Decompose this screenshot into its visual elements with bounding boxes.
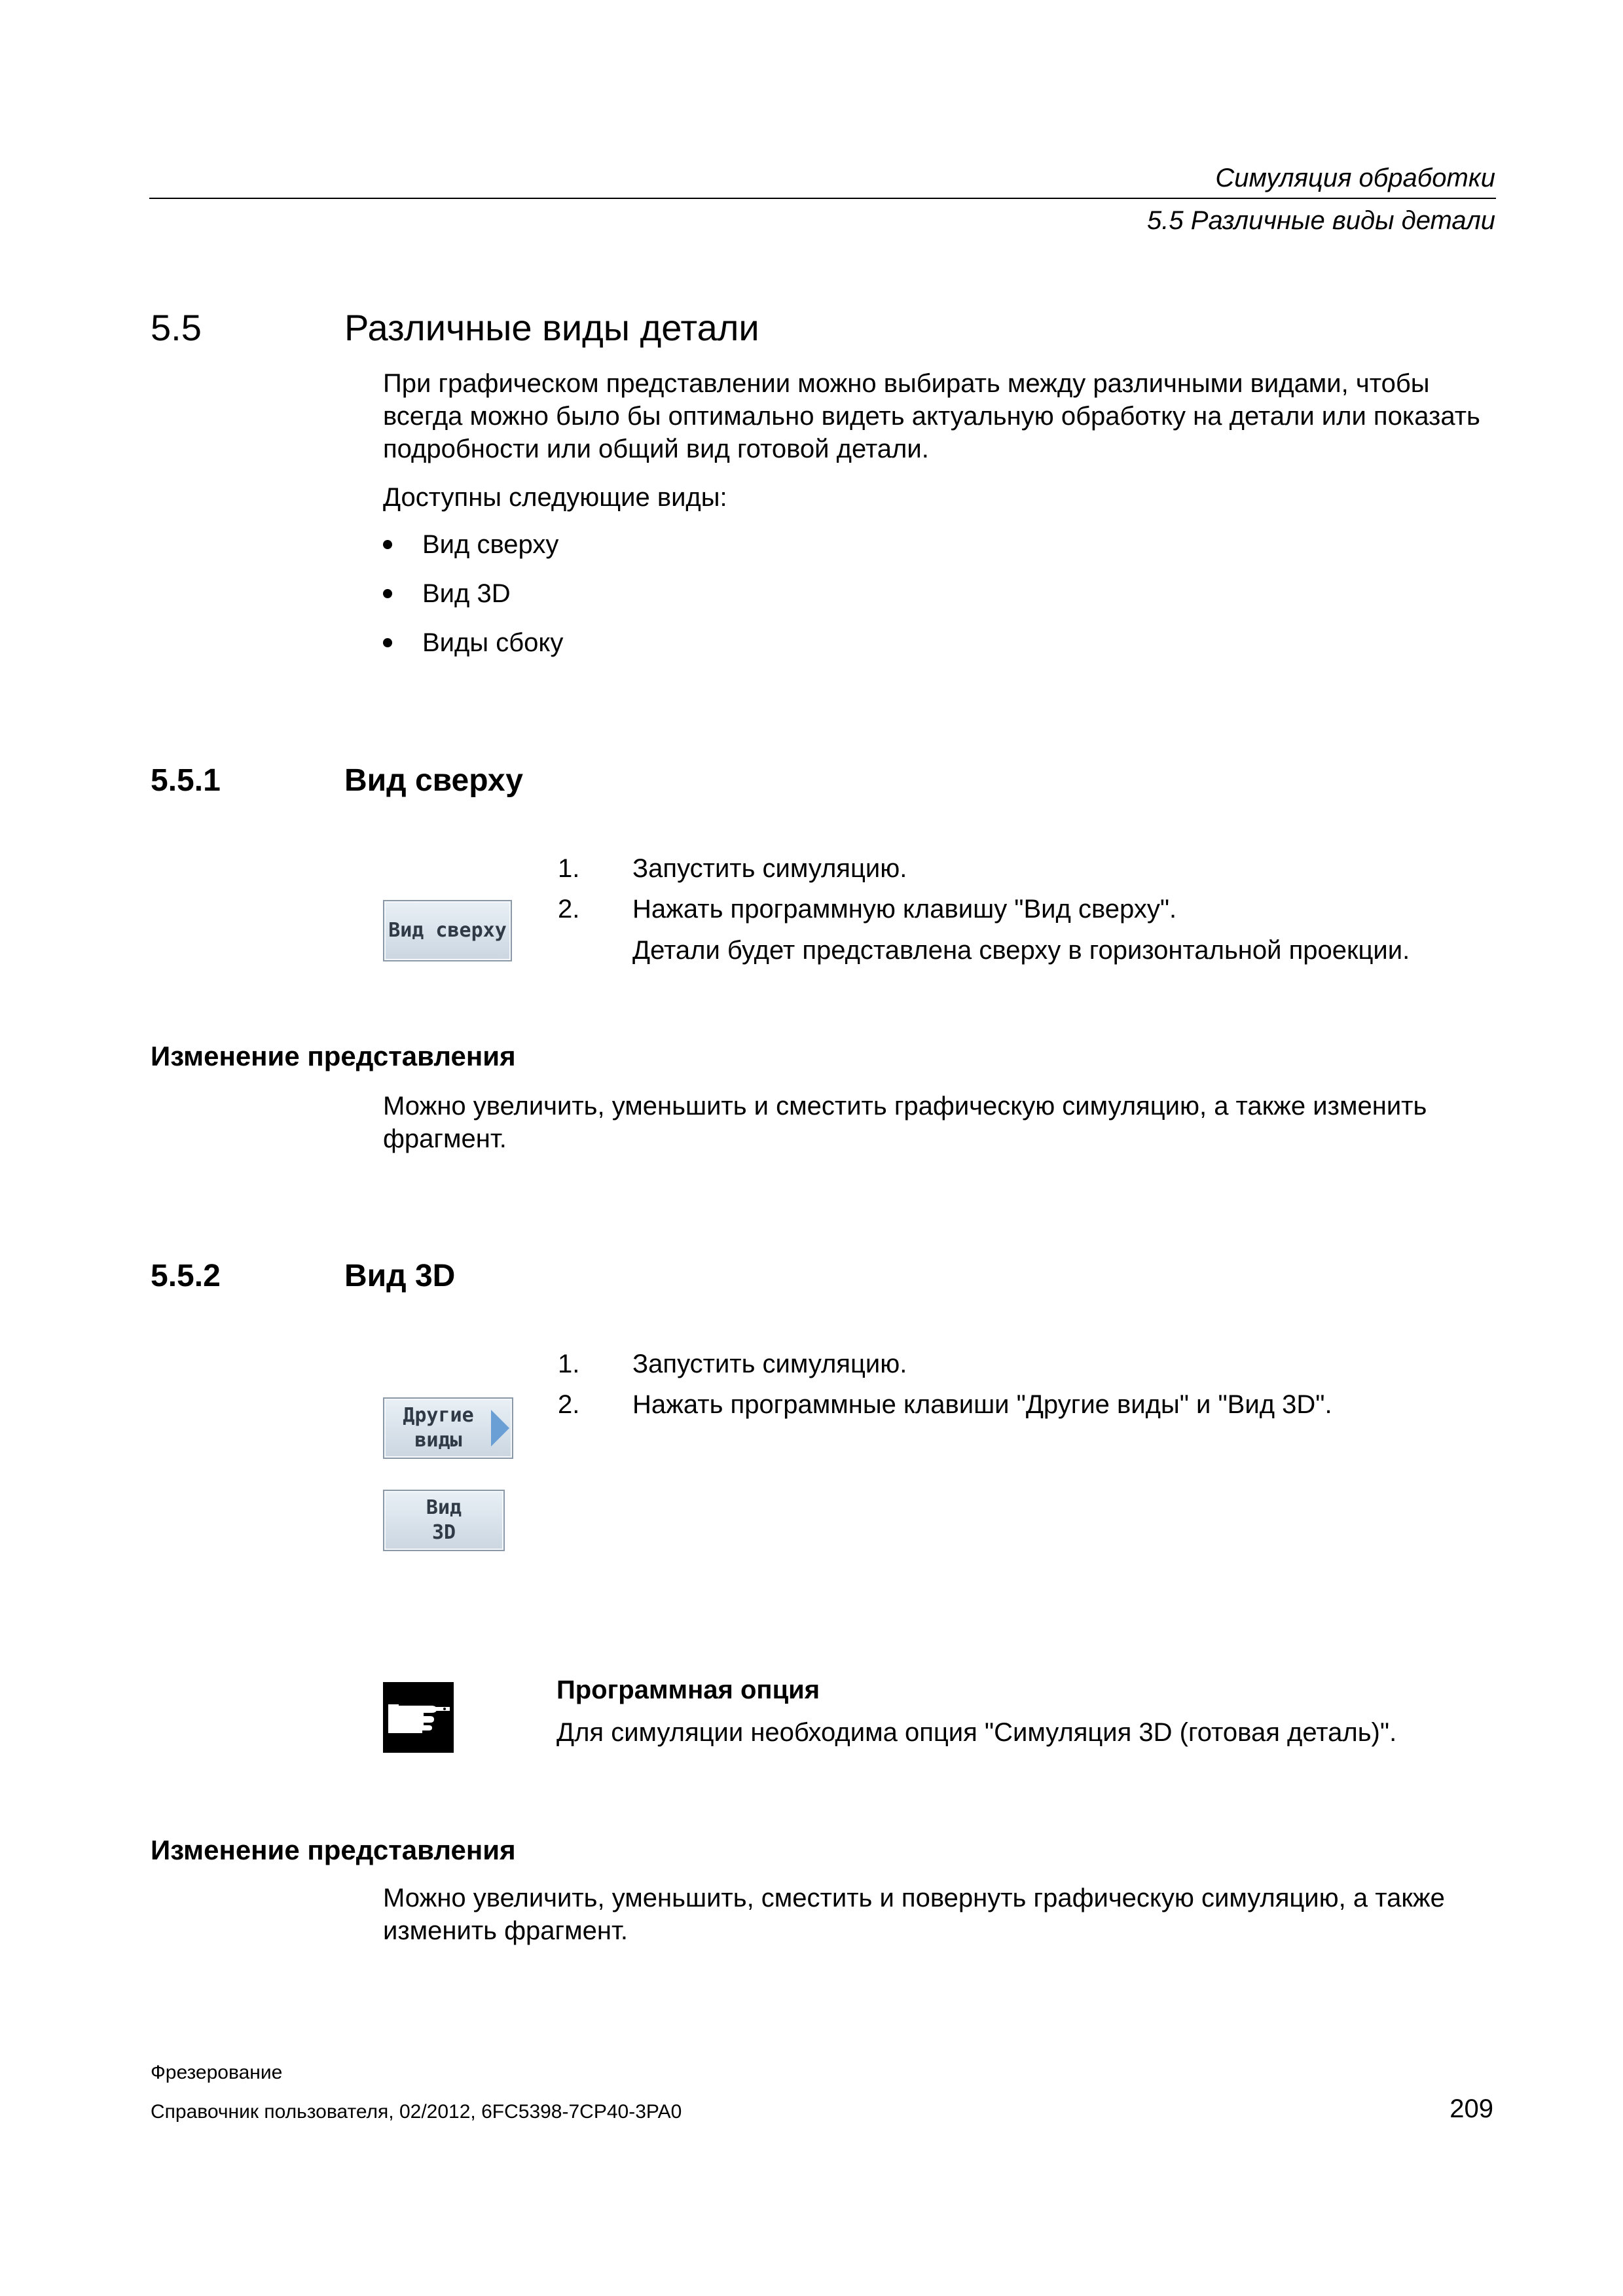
step-number: 1. — [558, 1350, 580, 1378]
top-view-softkey[interactable]: Вид сверху — [383, 900, 512, 961]
subsection-number: 5.5.2 — [151, 1259, 221, 1293]
footer-title: Фрезерование — [151, 2062, 283, 2083]
subsection-title: Вид сверху — [344, 763, 523, 798]
other-views-softkey[interactable]: Другие виды — [383, 1397, 513, 1459]
bullet-icon — [383, 589, 392, 598]
step-text: Запустить симуляцию. — [632, 854, 907, 883]
step-number: 2. — [558, 1390, 580, 1419]
subsection-number: 5.5.1 — [151, 763, 221, 798]
change-view-heading: Изменение представления — [151, 1835, 516, 1865]
step-text: Нажать программные клавиши "Другие виды" и "Вид 3D". — [632, 1390, 1332, 1419]
running-header-chapter: Симуляция обработки — [1215, 164, 1495, 192]
change-view-heading: Изменение представления — [151, 1041, 516, 1071]
step-text: Запустить симуляцию. — [632, 1350, 907, 1378]
software-option-text: Для симуляции необходима опция "Симуляция 3D (готовая деталь)". — [556, 1718, 1397, 1747]
subsection-title: Вид 3D — [344, 1259, 456, 1293]
available-views-label: Доступны следующие виды: — [383, 483, 727, 512]
header-rule — [149, 198, 1496, 199]
change-view-text: Можно увеличить, уменьшить и сместить графическую симуляцию, а также изменить фрагмент. — [383, 1092, 1427, 1153]
page-number: 209 — [1450, 2094, 1493, 2123]
footer-manual-info: Справочник пользователя, 02/2012, 6FC5398-7CP40-3PA0 — [151, 2101, 682, 2123]
change-view-text: Можно увеличить, уменьшить, сместить и повернуть графическую симуляцию, а также изменить фрагмент. — [383, 1884, 1445, 1945]
section-number: 5.5 — [151, 307, 202, 348]
software-option-title: Программная опция — [556, 1676, 820, 1704]
running-header-section: 5.5 Различные виды детали — [1147, 206, 1495, 235]
step-result: Детали будет представлена сверху в горизонтальной проекции. — [632, 936, 1410, 965]
section-title: Различные виды детали — [344, 307, 759, 348]
step-number: 2. — [558, 895, 580, 924]
step-text: Нажать программную клавишу "Вид сверху". — [632, 895, 1177, 924]
bullet-icon — [383, 638, 392, 647]
arrow-right-icon — [491, 1410, 509, 1446]
view-3d-softkey[interactable]: Вид 3D — [383, 1490, 505, 1551]
step-number: 1. — [558, 854, 580, 883]
bullet-icon — [383, 540, 392, 549]
pointing-hand-icon — [383, 1682, 454, 1753]
intro-paragraph: При графическом представлении можно выбирать между различными видами, чтобы всегда можно было бы оптимально видеть актуальную обработку на детали или показать подробности или общий вид готовой детали. — [383, 369, 1480, 463]
